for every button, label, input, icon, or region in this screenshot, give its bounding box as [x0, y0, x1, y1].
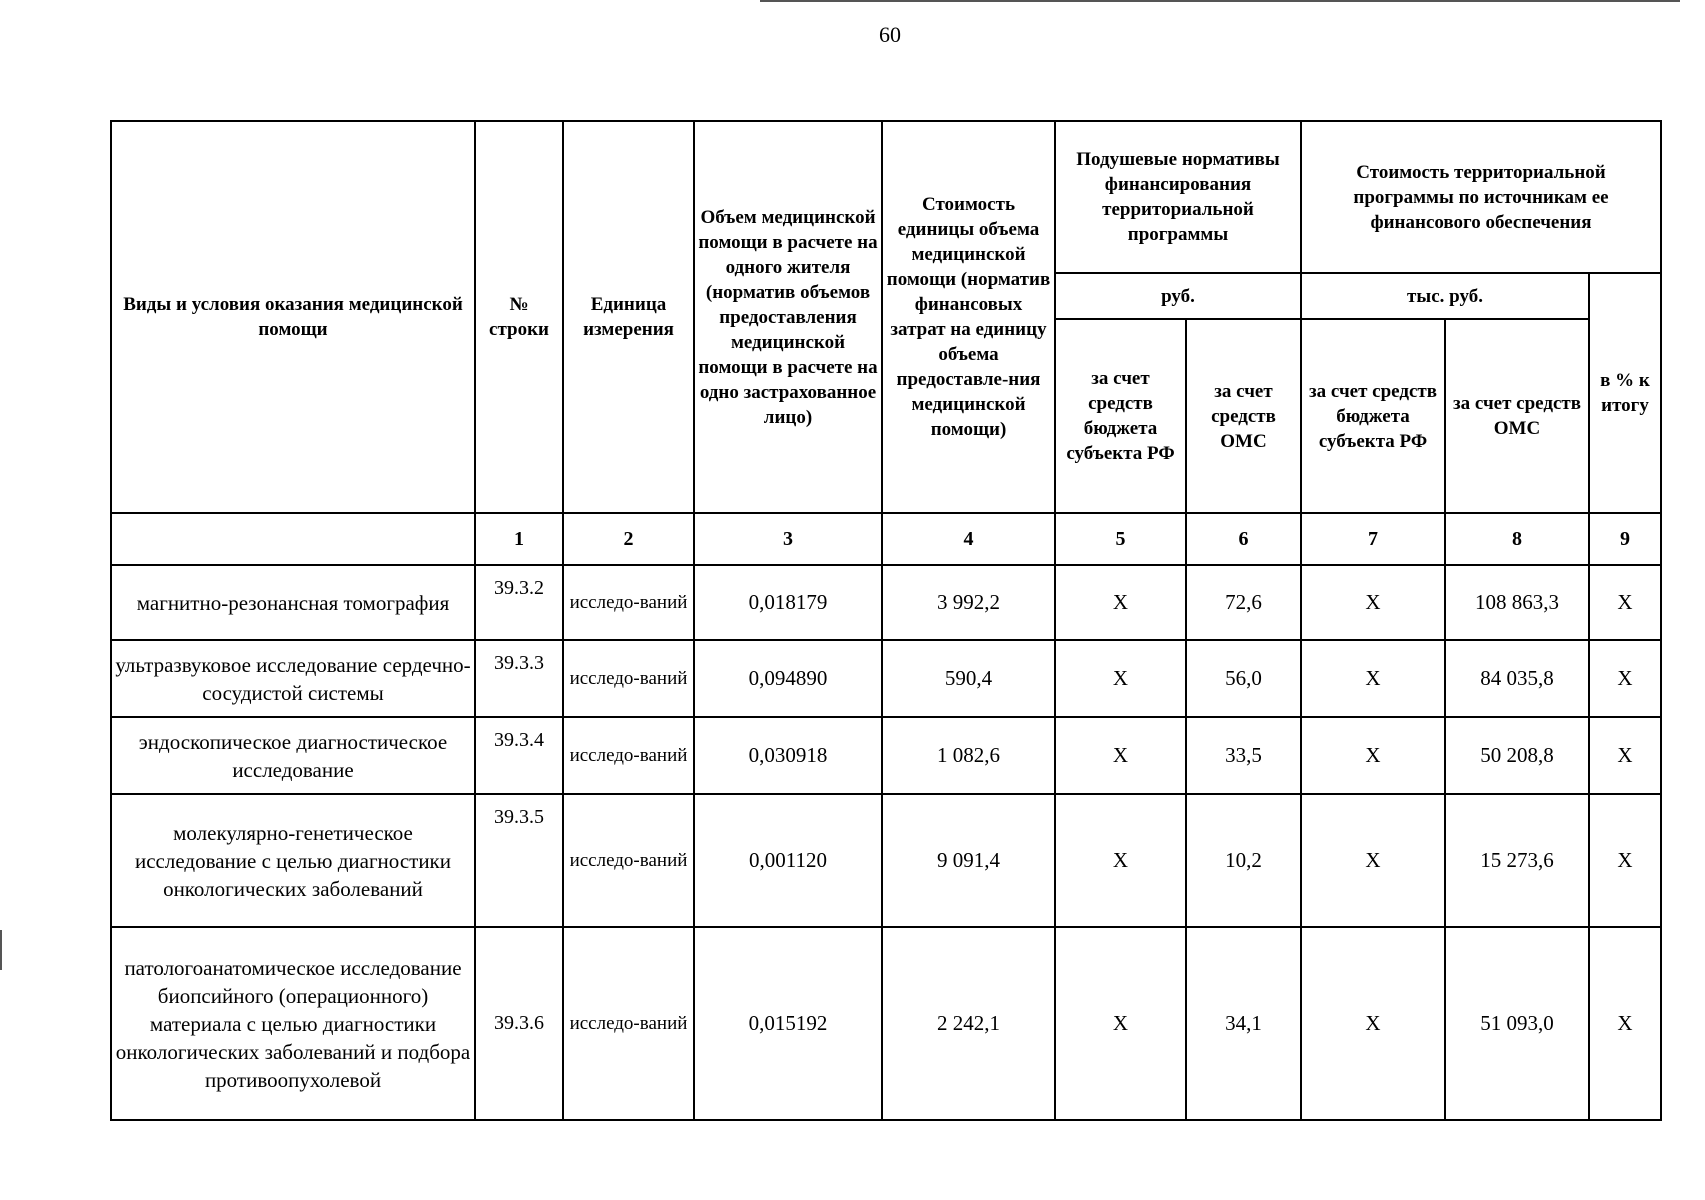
- page-number: 60: [879, 22, 901, 47]
- row-budget-rub: Х: [1055, 794, 1186, 927]
- row-line-no: 39.3.6: [475, 927, 563, 1120]
- row-name: ультразвуковое исследование сердечно-сосудистой системы: [111, 640, 475, 717]
- header-kind: Виды и условия оказания медицинской помощи: [111, 121, 475, 513]
- header-unit: Единица измерения: [563, 121, 694, 513]
- column-number: 5: [1055, 513, 1186, 565]
- column-number: 4: [882, 513, 1055, 565]
- row-budget-rub: Х: [1055, 717, 1186, 794]
- row-oms-thous: 108 863,3: [1445, 565, 1589, 640]
- row-oms-rub: 56,0: [1186, 640, 1301, 717]
- row-name: патологоанатомическое исследование биопсийного (операционного) материала с целью диагностики онкологических заболеваний и подбора противоопухолевой: [111, 927, 475, 1120]
- row-name: молекулярно-генетическое исследование с целью диагностики онкологических заболеваний: [111, 794, 475, 927]
- scan-artifact-left-line: [0, 930, 2, 970]
- row-unit: исследо-ваний: [563, 717, 694, 794]
- row-cost: 9 091,4: [882, 794, 1055, 927]
- row-volume: 0,030918: [694, 717, 882, 794]
- row-unit: исследо-ваний: [563, 640, 694, 717]
- row-line-no: 39.3.2: [475, 565, 563, 640]
- row-volume: 0,094890: [694, 640, 882, 717]
- row-oms-rub: 34,1: [1186, 927, 1301, 1120]
- row-oms-rub: 10,2: [1186, 794, 1301, 927]
- column-number: 9: [1589, 513, 1661, 565]
- row-line-no: 39.3.3: [475, 640, 563, 717]
- row-volume: 0,018179: [694, 565, 882, 640]
- header-oms-rub: за счет средств ОМС: [1186, 319, 1301, 513]
- row-budget-thous: Х: [1301, 794, 1445, 927]
- header-volume: Объем медицинской помощи в расчете на одного жителя (норматив объемов предоставления медицинской помощи в расчете на одно застрахованное лицо): [694, 121, 882, 513]
- row-unit: исследо-ваний: [563, 927, 694, 1120]
- row-cost: 2 242,1: [882, 927, 1055, 1120]
- header-rub: руб.: [1055, 273, 1301, 319]
- row-percent: Х: [1589, 927, 1661, 1120]
- column-number: 3: [694, 513, 882, 565]
- header-oms-thous: за счет средств ОМС: [1445, 319, 1589, 513]
- header-thous-rub: тыс. руб.: [1301, 273, 1589, 319]
- scan-artifact-top-line: [760, 0, 1680, 2]
- row-percent: Х: [1589, 717, 1661, 794]
- header-per-capita: Подушевые нормативы финансирования территориальной программы: [1055, 121, 1301, 273]
- row-cost: 590,4: [882, 640, 1055, 717]
- header-budget-thous: за счет средств бюджета субъекта РФ: [1301, 319, 1445, 513]
- row-percent: Х: [1589, 794, 1661, 927]
- column-numbers-row: [111, 513, 1661, 565]
- row-budget-thous: Х: [1301, 640, 1445, 717]
- row-line-no: 39.3.5: [475, 794, 563, 927]
- header-program-cost: Стоимость территориальной программы по источникам ее финансового обеспечения: [1301, 121, 1661, 273]
- row-cost: 3 992,2: [882, 565, 1055, 640]
- header-budget-rub: за счет средств бюджета субъекта РФ: [1055, 319, 1186, 513]
- column-number: 6: [1186, 513, 1301, 565]
- table-row: [111, 927, 1661, 1120]
- column-number: 8: [1445, 513, 1589, 565]
- header-cost: Стоимость единицы объема медицинской помощи (норматив финансовых затрат на единицу объема предоставле-ния медицинской помощи): [882, 121, 1055, 513]
- row-budget-rub: Х: [1055, 927, 1186, 1120]
- row-name: магнитно-резонансная томография: [111, 565, 475, 640]
- column-number: 1: [475, 513, 563, 565]
- row-budget-rub: Х: [1055, 565, 1186, 640]
- row-budget-rub: Х: [1055, 640, 1186, 717]
- row-budget-thous: Х: [1301, 927, 1445, 1120]
- table-row: [111, 794, 1661, 927]
- header-percent: в % к итогу: [1589, 273, 1661, 513]
- column-number: 2: [563, 513, 694, 565]
- row-oms-thous: 50 208,8: [1445, 717, 1589, 794]
- row-oms-thous: 84 035,8: [1445, 640, 1589, 717]
- row-name: эндоскопическое диагностическое исследование: [111, 717, 475, 794]
- row-unit: исследо-ваний: [563, 565, 694, 640]
- row-line-no: 39.3.4: [475, 717, 563, 794]
- row-oms-thous: 51 093,0: [1445, 927, 1589, 1120]
- row-volume: 0,001120: [694, 794, 882, 927]
- table-row: [111, 565, 1661, 640]
- row-cost: 1 082,6: [882, 717, 1055, 794]
- row-oms-thous: 15 273,6: [1445, 794, 1589, 927]
- row-percent: Х: [1589, 640, 1661, 717]
- table-row: [111, 640, 1661, 717]
- row-oms-rub: 72,6: [1186, 565, 1301, 640]
- row-unit: исследо-ваний: [563, 794, 694, 927]
- column-number: [111, 513, 475, 565]
- header-line-no: № строки: [475, 121, 563, 513]
- medical-care-cost-table: [110, 120, 1662, 1121]
- column-number: 7: [1301, 513, 1445, 565]
- row-budget-thous: Х: [1301, 565, 1445, 640]
- row-volume: 0,015192: [694, 927, 882, 1120]
- row-oms-rub: 33,5: [1186, 717, 1301, 794]
- row-percent: Х: [1589, 565, 1661, 640]
- table-row: [111, 717, 1661, 794]
- row-budget-thous: Х: [1301, 717, 1445, 794]
